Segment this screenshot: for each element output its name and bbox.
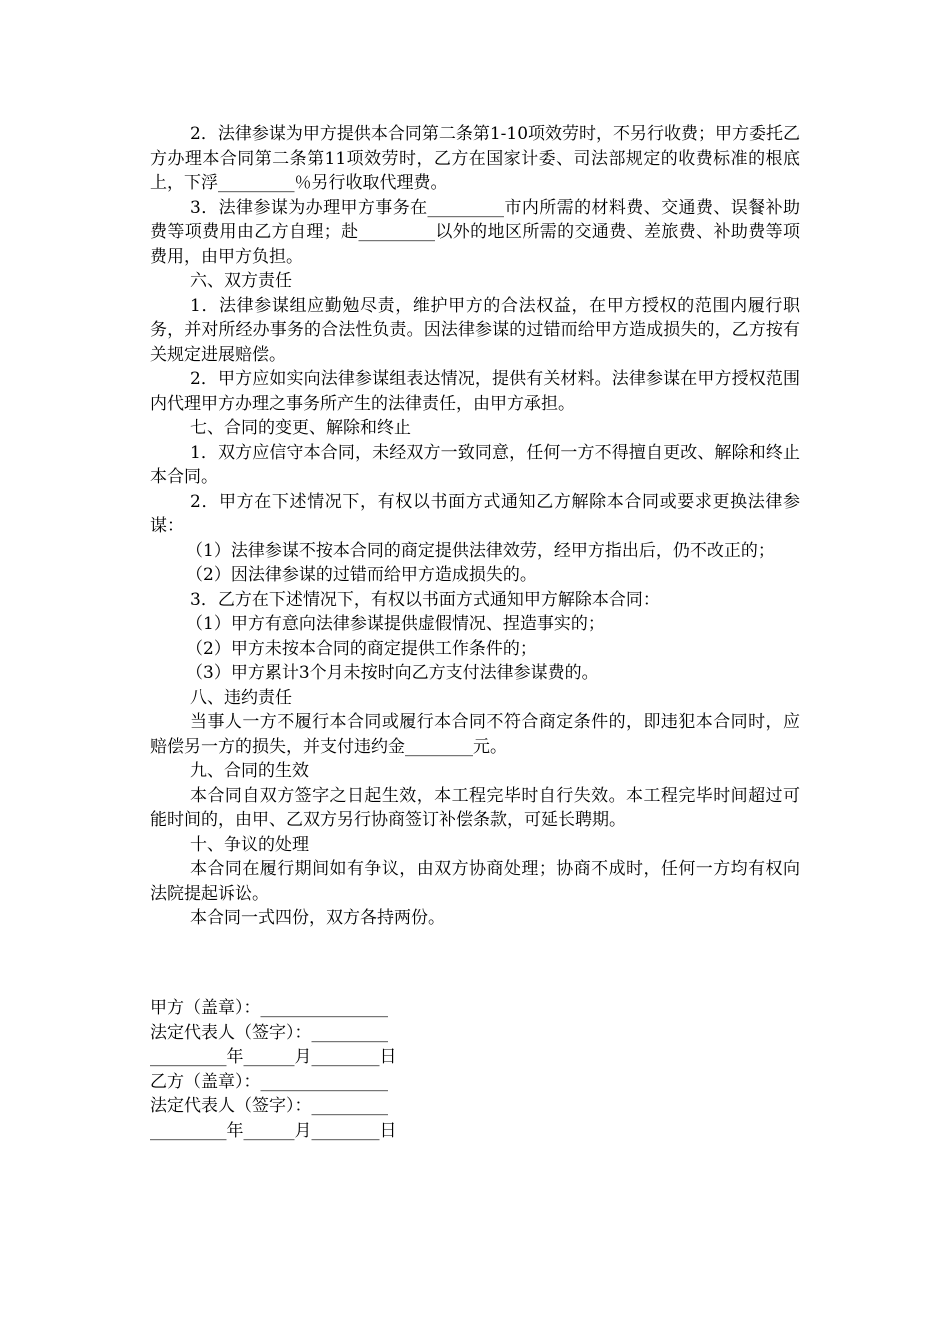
clause-fee-discount: 2．法律参谋为甲方提供本合同第二条第1-10项效劳时，不另行收费；甲方委托乙方办理本合同第二条第11项效劳时，乙方在国家计委、司法部规定的收费标准的根底上，下浮_________％另行收取代理费。 — [150, 124, 801, 193]
clause-party-a-duty: 2．甲方应如实向法律参谋组表达情况，提供有关材料。法律参谋在甲方授权范围内代理甲方办理之事务所产生的法律责任，由甲方承担。 — [150, 369, 800, 414]
clause-dispute-resolution: 本合同在履行期间如有争议，由双方协商处理；协商不成时，任何一方均有权向法院提起诉讼。 — [150, 859, 800, 904]
clause-copies: 本合同一式四份，双方各持两份。 — [190, 908, 445, 928]
list-item: （2）甲方未按本合同的商定提供工作条件的； — [186, 638, 537, 659]
clause-counsel-duty: 1．法律参谋组应勤勉尽责，维护甲方的合法权益，在甲方授权的范围内履行职务，并对所经办事务的合法性负责。因法律参谋的过错而给甲方造成损失的，乙方按有关规定进展赔偿。 — [150, 295, 800, 365]
signature-block — [150, 996, 550, 1143]
contract-body — [150, 122, 800, 931]
clause-breach-penalty: 当事人一方不履行本合同或履行本合同不符合商定条件的，即违犯本合同时，应赔偿另一方的损失，并支付违约金________元。 — [150, 712, 800, 757]
section-heading-disputes: 十、争议的处理 — [190, 834, 309, 855]
section-heading-effect: 九、合同的生效 — [190, 761, 309, 781]
party-a-seal-line: 甲方（盖章）：_______________ — [150, 998, 388, 1018]
party-b-seal-line: 乙方（盖章）：_______________ — [150, 1071, 388, 1092]
list-item: （1）甲方有意向法律参谋提供虚假情况、捏造事实的； — [186, 614, 605, 634]
party-a-date-line: _________年______月________日 — [150, 1047, 397, 1067]
party-b-representative-line: 法定代表人（签字）：_________ — [150, 1096, 388, 1116]
clause-expenses: 3．法律参谋为办理甲方事务在_________市内所需的材料费、交通费、误餐补助费等项费用由乙方自理；赴_________以外的地区所需的交通费、差旅费、补助费等项费用，由甲方负担。 — [150, 197, 800, 267]
party-a-representative-line: 法定代表人（签字）：_________ — [150, 1022, 388, 1043]
clause-party-b-termination: 3．乙方在下述情况下，有权以书面方式通知甲方解除本合同： — [190, 589, 660, 610]
clause-effective-date: 本合同自双方签字之日起生效，本工程完毕时自行失效。本工程完毕时间超过可能时间的，由甲、乙双方另行协商签订补偿条款，可延长聘期。 — [150, 785, 800, 830]
section-heading-termination: 七、合同的变更、解除和终止 — [190, 418, 411, 438]
party-b-date-line: _________年______月________日 — [150, 1120, 397, 1141]
section-heading-responsibilities: 六、双方责任 — [190, 271, 292, 291]
list-item: （2）因法律参谋的过错而给甲方造成损失的。 — [186, 565, 537, 585]
list-item: （3）甲方累计3个月未按时向乙方支付法律参谋费的。 — [186, 663, 599, 683]
clause-party-a-termination: 2．甲方在下述情况下，有权以书面方式通知乙方解除本合同或要求更换法律参谋： — [150, 491, 800, 536]
clause-mutual-consent: 1．双方应信守本合同，未经双方一致同意，任何一方不得擅自更改、解除和终止本合同。 — [150, 442, 800, 487]
section-heading-breach: 八、违约责任 — [190, 687, 292, 708]
list-item: （1）法律参谋不按本合同的商定提供法律效劳，经甲方指出后，仍不改正的； — [186, 540, 775, 561]
